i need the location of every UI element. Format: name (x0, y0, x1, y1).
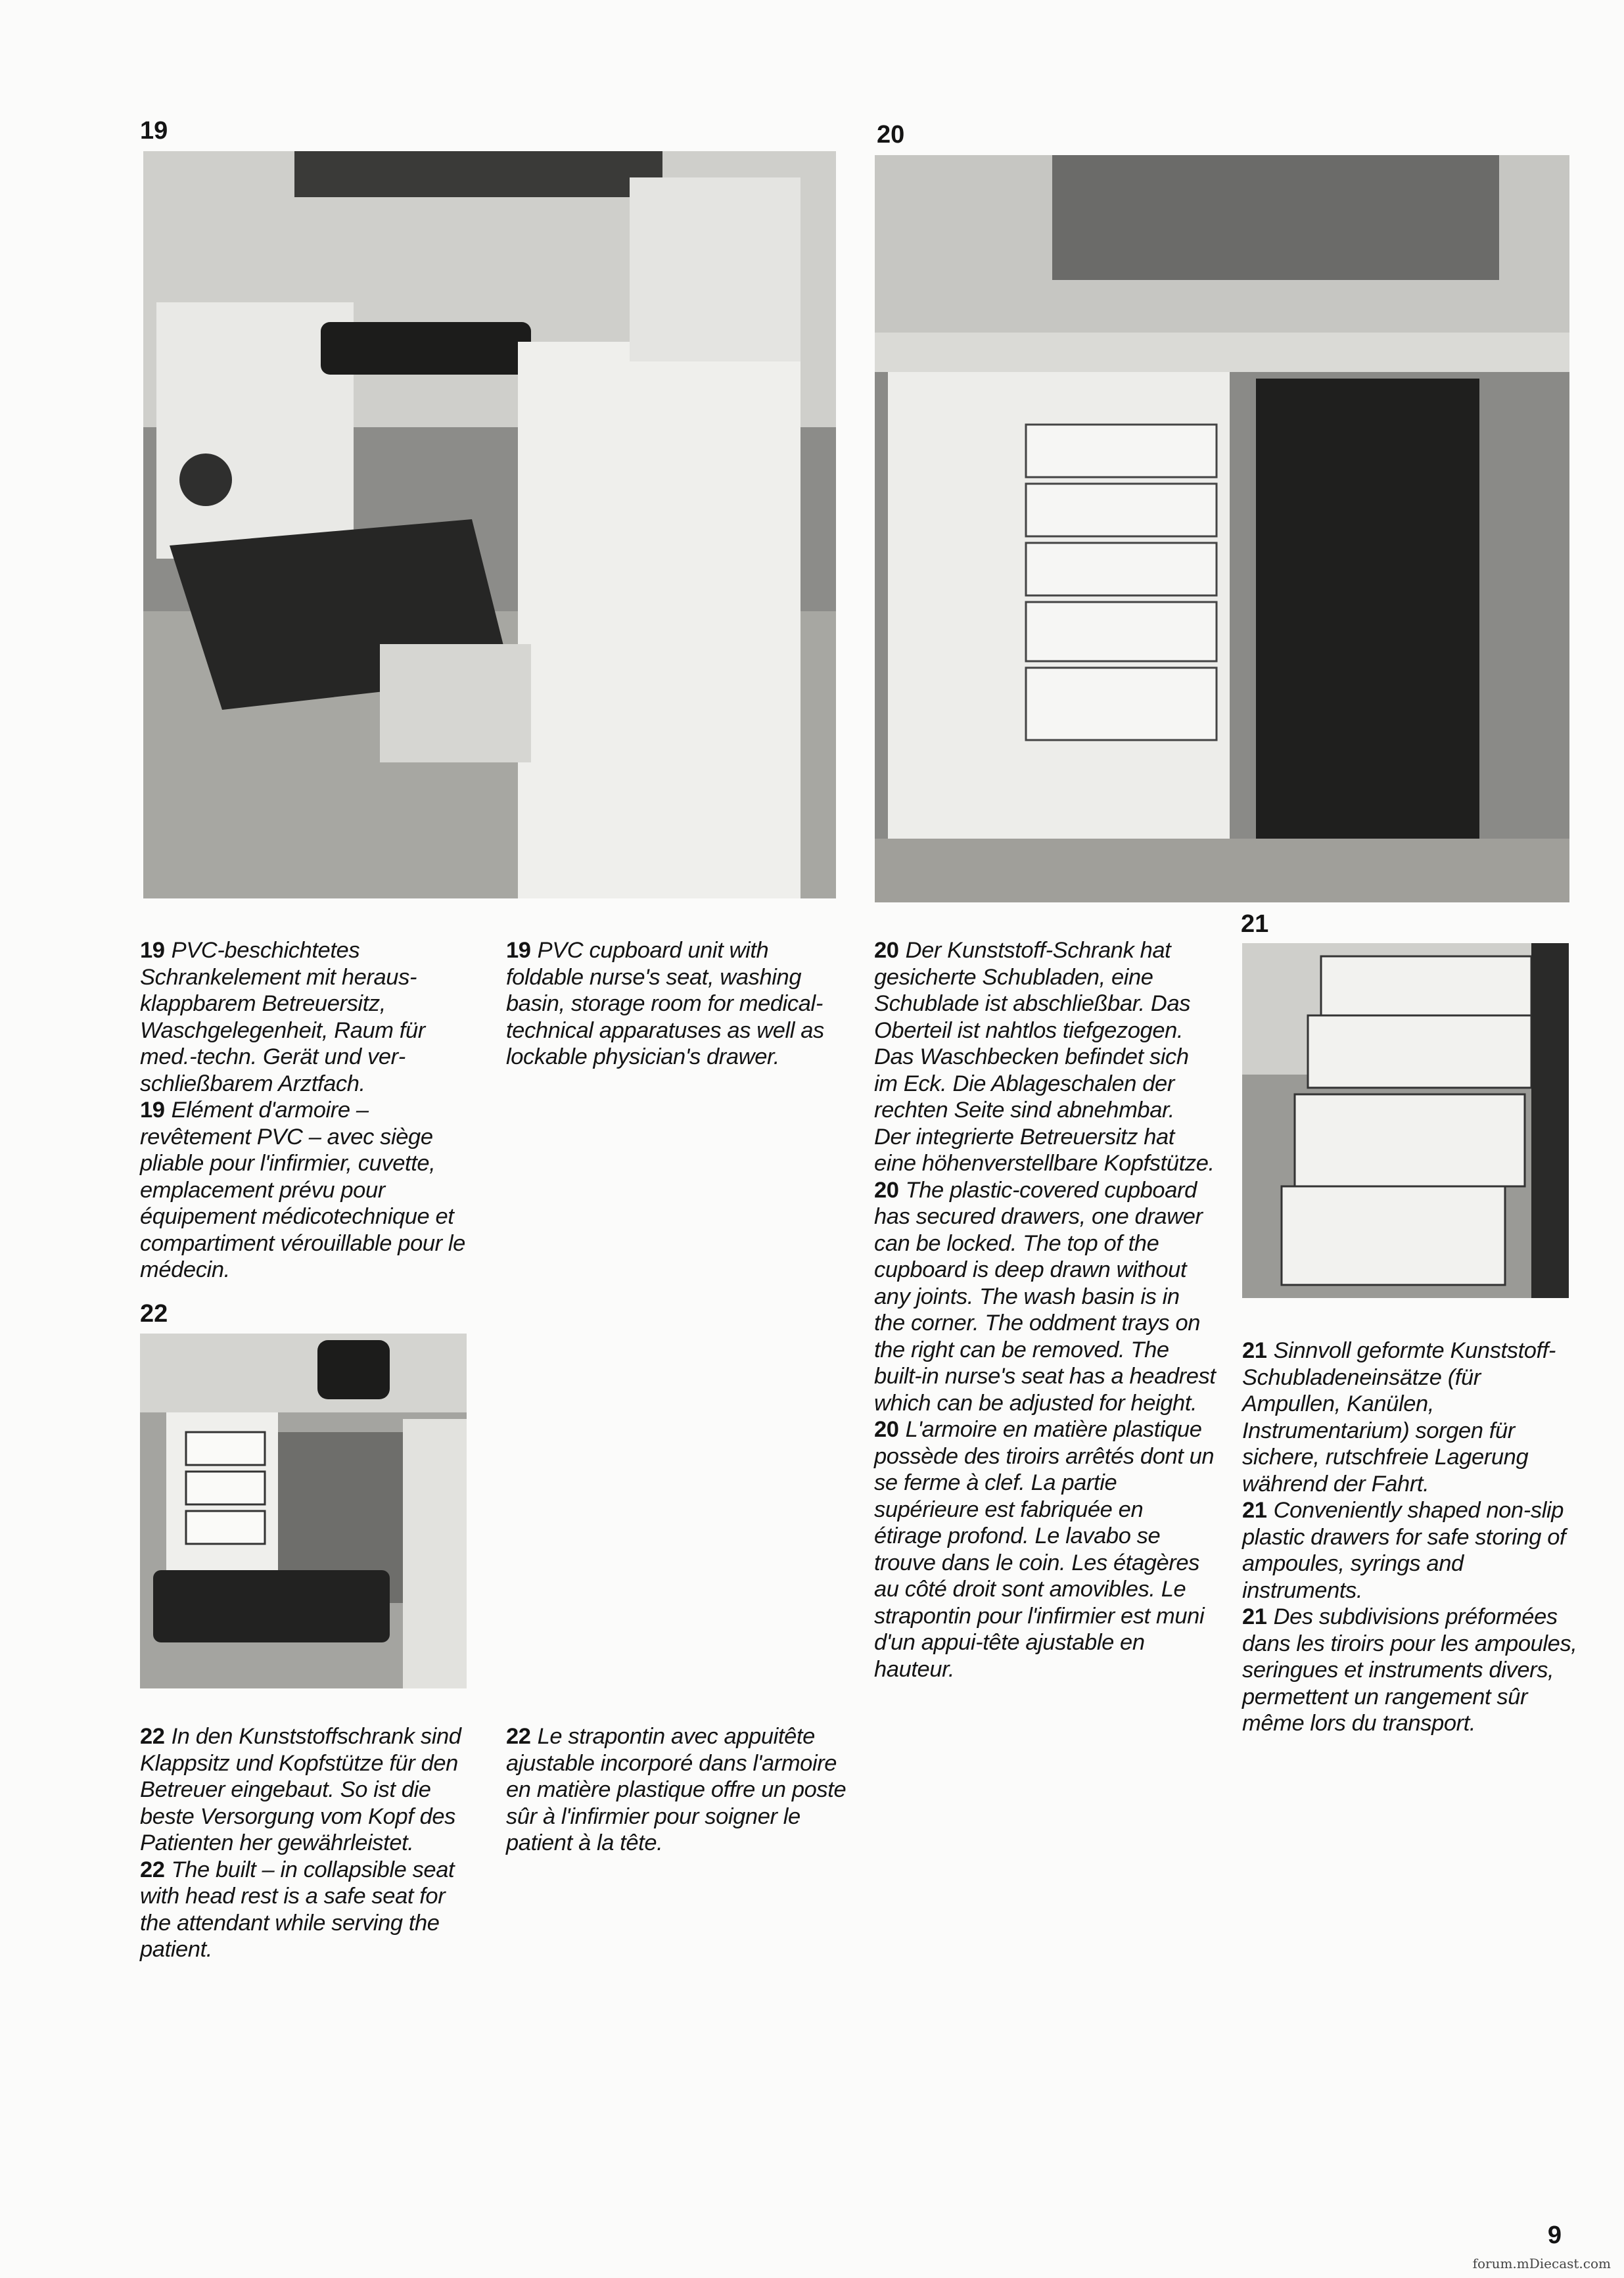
caption-paragraph: 19 Elément d'armoire – revêtement PVC – avec siège pliable pour l'infirmier, cuvette, emplacement prévu pour équipement médicotechnique et compartiment vérouillable pour le médecin. (140, 1098, 465, 1282)
caption-19-en (506, 937, 848, 1071)
caption-22-fr (506, 1723, 848, 1857)
caption-20 (874, 937, 1216, 1683)
page-number: 9 (1547, 2221, 1562, 2249)
figure-number-20: 20 (877, 121, 905, 149)
photo-22-collapsible-seat (140, 1334, 467, 1688)
caption-paragraph: 19 PVC cupboard unit with foldable nurse's seat, washing basin, storage room for medical-technical apparatuses as well as lockable physician's drawer. (506, 938, 824, 1069)
figure-number-21: 21 (1241, 910, 1269, 938)
figure-number-22: 22 (140, 1300, 168, 1328)
caption-paragraph: 20 Der Kunststoff-Schrank hat gesicherte Schubladen, eine Schublade ist abschließbar. Das Oberteil ist nahtlos tiefgezogen. Das Waschbecken befindet sich im Eck. Die Ablageschalen der rechten Seite sind abnehmbar. Der integrierte Betreuersitz hat eine höhenverstellbare Kopfstütze. (874, 938, 1215, 1176)
figure-number-19: 19 (140, 117, 168, 145)
caption-19-de-fr (140, 937, 469, 1284)
caption-paragraph: 22 In den Kunststoffschrank sind Klappsitz und Kopfstütze für den Betreuer eingebaut. So ist die beste Versorgung vom Kopf des Patienten her gewährleistet. (140, 1724, 461, 1855)
caption-paragraph: 21 Des subdivisions préformées dans les tiroirs pour les ampoules, seringues et instruments divers, permettent un rangement sûr même lors du transport. (1242, 1604, 1577, 1736)
caption-paragraph: 21 Sinnvoll geformte Kunststoff-Schubladeneinsätze (für Ampullen, Kanülen, Instrumentarium) sorgen für sichere, rutschfreie Lagerung während der Fahrt. (1242, 1338, 1556, 1497)
caption-paragraph: 22 Le strapontin avec appuitête ajustable incorporé dans l'armoire en matière plastique offre un poste sûr à l'infirmier pour soigner le patient à la tête. (506, 1724, 847, 1855)
photo-21-drawer-inserts (1242, 943, 1569, 1298)
photo-19-cupboard-seat (143, 151, 836, 898)
caption-paragraph: 21 Conveniently shaped non-slip plastic drawers for safe storing of ampoules, syrings and instruments. (1242, 1498, 1566, 1603)
watermark: forum.mDiecast.com (1472, 2256, 1611, 2271)
caption-paragraph: 20 L'armoire en matière plastique possède des tiroirs arrêtés dont un se ferme à clef. La partie supérieure est fabriquée en étirage profond. Le lavabo se trouve dans le coin. Les étagères au côté droit sont amovibles. Le strapontin pour l'infirmier est muni d'un appui-tête ajustable en hauteur. (874, 1417, 1215, 1682)
caption-paragraph: 20 The plastic-covered cupboard has secured drawers, one drawer can be locked. The top of the cupboard is deep drawn without any joints. The wash basin is in the corner. The oddment trays on the right can be removed. The built-in nurse's seat has a headrest which can be adjusted for height. (874, 1177, 1216, 1416)
photo-20-cupboard-drawers (875, 155, 1569, 902)
caption-paragraph: 22 The built – in collapsible seat with head rest is a safe seat for the attendant while serving the patient. (140, 1857, 455, 1962)
caption-paragraph: 19 PVC-beschichtetes Schrankelement mit herausklappbarem Betreuersitz, Waschgelegenheit, Raum für med.-techn. Gerät und verschließbarem Arztfach. (140, 938, 425, 1096)
caption-22-de-en (140, 1723, 482, 1963)
caption-21 (1242, 1337, 1577, 1737)
